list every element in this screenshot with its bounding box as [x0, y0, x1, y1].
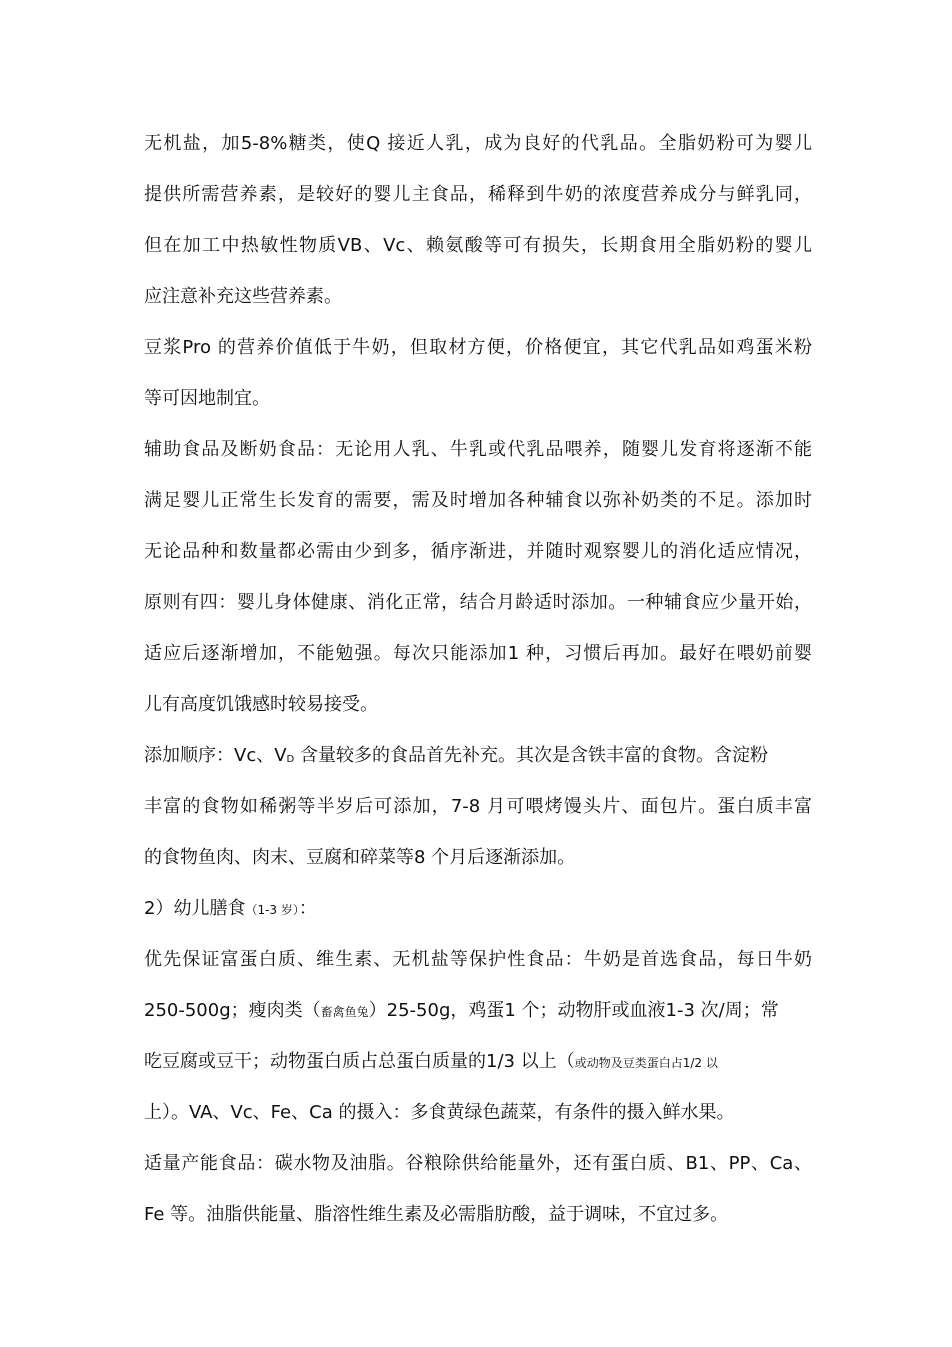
subscript-text: D [286, 754, 295, 765]
text-line [144, 1036, 812, 1087]
text-line: Fe 等。油脂供能量、脂溶性维生素及必需脂肪酸，益于调味，不宜过多。 [144, 1204, 729, 1225]
text-line: 但在加工中热敏性物质VB、Vc、赖氨酸等可有损失，长期食用全脂奶粉的婴儿 [144, 235, 812, 256]
text-span: ）25-50g，鸡蛋1 个；动物肝或血液1-3 次/周；常 [368, 1000, 779, 1021]
text-line: 上）。VA、Vc、Fe、Ca 的摄入：多食黄绿色蔬菜，有条件的摄入鲜水果。 [144, 1102, 735, 1123]
text-line: 满足婴儿正常生长发育的需要，需及时增加各种辅食以弥补奶类的不足。添加时 [144, 490, 812, 511]
text-span: ： [298, 898, 317, 919]
small-text: 或动物及豆类蛋白占1/2 以 [574, 1056, 718, 1070]
text-line: 优先保证富蛋白质、维生素、无机盐等保护性食品：牛奶是首选食品，每日牛奶 [144, 949, 812, 970]
text-line: 适应后逐渐增加，不能勉强。每次只能添加1 种，习惯后再加。最好在喂奶前婴 [144, 643, 812, 664]
text-line: 无论品种和数量都必需由少到多，循序渐进，并随时观察婴儿的消化适应情况， [144, 541, 812, 562]
text-line: 等可因地制宜。 [144, 388, 270, 409]
text-line [144, 985, 812, 1036]
section-heading [144, 883, 812, 934]
text-line: 辅助食品及断奶食品：无论用人乳、牛乳或代乳品喂养，随婴儿发育将逐渐不能 [144, 439, 812, 460]
text-line: 适量产能食品：碳水物及油脂。谷粮除供给能量外，还有蛋白质、B1、PP、Ca、 [144, 1153, 812, 1174]
text-line: 应注意补充这些营养素。 [144, 286, 342, 307]
text-span: 含量较多的食品首先补充。其次是含铁丰富的食物。含淀粉 [294, 745, 768, 766]
text-span: 2）幼儿膳食 [144, 898, 246, 919]
text-line: 儿有高度饥饿感时较易接受。 [144, 694, 378, 715]
text-line: 丰富的食物如稀粥等半岁后可添加，7-8 月可喂烤馒头片、面包片。蛋白质丰富 [144, 796, 812, 817]
text-line: 提供所需营养素，是较好的婴儿主食品，稀释到牛奶的浓度营养成分与鲜乳同， [144, 184, 812, 205]
text-span: 添加顺序：Vc、V [144, 745, 287, 766]
text-span: 250-500g；瘦肉类（ [144, 1000, 321, 1021]
text-line [144, 730, 812, 781]
text-span: 吃豆腐或豆干；动物蛋白质占总蛋白质量的1/3 以上（ [144, 1051, 575, 1072]
text-line: 的食物鱼肉、肉末、豆腐和碎菜等8 个月后逐渐添加。 [144, 847, 576, 868]
small-text: 畜禽鱼兔 [320, 1005, 369, 1019]
text-line: 无机盐，加5-8%糖类，使Q 接近人乳，成为良好的代乳品。全脂奶粉可为婴儿 [144, 133, 812, 154]
document-body [144, 118, 812, 1240]
text-line: 豆浆Pro 的营养价值低于牛奶，但取材方便，价格便宜，其它代乳品如鸡蛋米粉 [144, 337, 812, 358]
text-line: 原则有四：婴儿身体健康、消化正常，结合月龄适时添加。一种辅食应少量开始， [144, 592, 812, 613]
small-text: （1-3 岁） [245, 903, 299, 917]
